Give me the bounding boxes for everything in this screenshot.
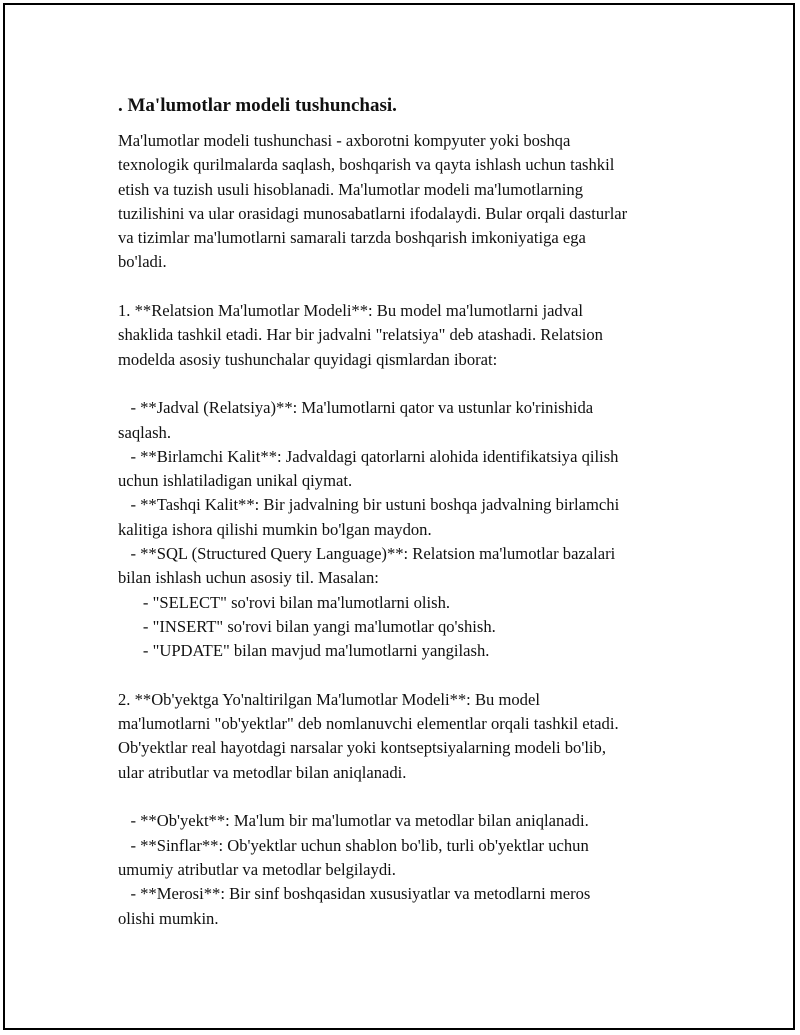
section1-subitem-insert: - "INSERT" so'rovi bilan yangi ma'lumotlar qo'shish. [118,616,496,636]
spacer [118,372,688,396]
intro-paragraph: Ma'lumotlar modeli tushunchasi - axborotni kompyuter yoki boshqa texnologik qurilmalarda saqlash, boshqarish va qayta ishlash uchun tashkil etish va tuzish usuli hisoblanadi. Ma'lumotlar modeli ma'lumotlarning tuzilishini va ular orasidagi munosabatlarni ifodalaydi. Bular orqali dasturlar va tizimlar ma'lumotlarni samarali tarzda boshqarish imkoniyatiga ega bo'ladi. [118,131,628,272]
section2-item-classes: - **Sinflar**: Ob'yektlar uchun shablon bo'lib, turli ob'yektlar uchun umumiy atributlar va metodlar belgilaydi. [118,835,589,879]
section2-list [118,809,688,930]
spacer [118,275,688,299]
section2-item-inheritance: - **Merosi**: Bir sinf boshqasidan xususiyatlar va metodlarni meros olishi mumkin. [118,884,591,928]
document-title: . Ma'lumotlar modeli tushunchasi. [118,95,397,116]
section2-heading: 2. **Ob'yektga Yo'naltirilgan Ma'lumotlar Modeli**: Bu model ma'lumotlarni "ob'yektlar" deb nomlanuvchi elementlar orqali tashkil etadi. Ob'yektlar real hayotdagi narsalar yoki kontseptsiyalarning modeli bo'lib, ular atributlar va metodlar bilan aniqlanadi. [118,689,619,782]
section1-item-foreign-key: - **Tashqi Kalit**: Bir jadvalning bir ustuni boshqa jadvalning birlamchi kalitiga ishora qilishi mumkin bo'lgan maydon. [118,495,620,539]
section2-item-object: - **Ob'yekt**: Ma'lum bir ma'lumotlar va metodlar bilan aniqlanadi. [118,811,589,831]
section1-heading: 1. **Relatsion Ma'lumotlar Modeli**: Bu model ma'lumotlarni jadval shaklida tashkil etadi. Har bir jadvalni "relatsiya" deb atashadi. Relatsion modelda asosiy tushunchalar quyidagi qismlardan iborat: [118,301,603,369]
section1-subitem-select: - "SELECT" so'rovi bilan ma'lumotlarni olish. [118,592,451,612]
section1-list [118,396,688,663]
section1-subitem-update: - "UPDATE" bilan mavjud ma'lumotlarni yangilash. [118,641,490,661]
document-content [118,93,688,931]
section1-item-sql: - **SQL (Structured Query Language)**: Relatsion ma'lumotlar bazalari bilan ishlash uchun asosiy til. Masalan: [118,544,616,588]
section1-item-table: - **Jadval (Relatsiya)**: Ma'lumotlarni qator va ustunlar ko'rinishida saqlash. [118,398,594,442]
spacer [118,664,688,688]
spacer [118,785,688,809]
section1-item-primary-key: - **Birlamchi Kalit**: Jadvaldagi qatorlarni alohida identifikatsiya qilish uchun ishlatiladigan unikal qiymat. [118,446,619,491]
